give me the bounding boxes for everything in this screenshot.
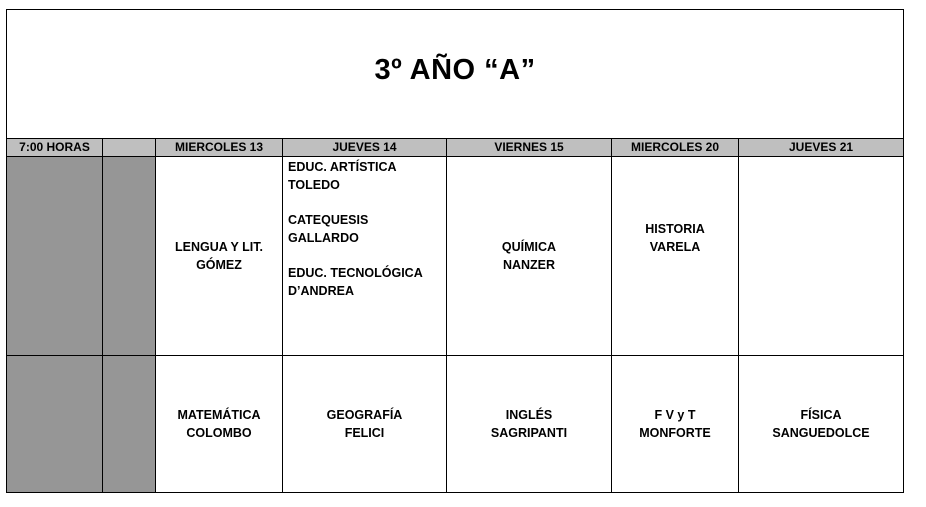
teacher: MONFORTE: [639, 426, 711, 440]
slot-miercoles13-row1: [156, 157, 283, 356]
schedule-row-1: [7, 157, 904, 356]
subject: FÍSICA: [800, 408, 842, 422]
day-header-miercoles13: MIERCOLES 13: [156, 139, 283, 157]
schedule-table: [6, 9, 904, 493]
slot-viernes15-row1: [447, 157, 612, 356]
subject: EDUC. TECNOLÓGICA: [288, 266, 423, 280]
subject: CATEQUESIS: [288, 213, 369, 227]
teacher: TOLEDO: [288, 178, 340, 192]
subject: MATEMÁTICA: [177, 408, 261, 422]
slot-jueves14-row1: [283, 157, 447, 356]
subject: INGLÉS: [505, 408, 553, 422]
subject: LENGUA Y LIT.: [175, 240, 263, 254]
slot-jueves14-row2: [283, 356, 447, 493]
day-header-viernes15: VIERNES 15: [447, 139, 612, 157]
schedule-row-2: [7, 356, 904, 493]
subject: HISTORIA: [645, 222, 705, 236]
side-cell: [103, 356, 156, 493]
slot-jueves21-row1: [739, 157, 904, 356]
day-header-jueves21: JUEVES 21: [739, 139, 904, 157]
header-row: [7, 139, 904, 157]
teacher: NANZER: [502, 258, 556, 272]
blank-header: [103, 139, 156, 157]
teacher: GÓMEZ: [196, 258, 242, 272]
subject: EDUC. ARTÍSTICA: [288, 160, 397, 174]
teacher: GALLARDO: [288, 231, 359, 245]
subject: GEOGRAFÍA: [326, 408, 403, 422]
schedule-sheet: [6, 9, 903, 493]
time-cell: [7, 356, 103, 493]
slot-viernes15-row2: [447, 356, 612, 493]
page-title: 3º AÑO “A”: [374, 53, 536, 86]
slot-miercoles13-row2: [156, 356, 283, 493]
title-cell: [7, 10, 904, 139]
day-header-miercoles20: MIERCOLES 20: [612, 139, 739, 157]
slot-jueves21-row2: [739, 356, 904, 493]
teacher: COLOMBO: [186, 426, 252, 440]
teacher: SAGRIPANTI: [490, 426, 568, 440]
teacher: D’ANDREA: [288, 284, 354, 298]
subject: QUÍMICA: [501, 240, 557, 254]
side-cell: [103, 157, 156, 356]
slot-miercoles20-row2: [612, 356, 739, 493]
slot-miercoles20-row1: [612, 157, 739, 356]
teacher: VARELA: [649, 240, 701, 254]
subject: F V y T: [654, 408, 696, 422]
day-header-jueves14: JUEVES 14: [283, 139, 447, 157]
time-cell: [7, 157, 103, 356]
time-header: 7:00 HORAS: [7, 139, 103, 157]
teacher: SANGUEDOLCE: [772, 426, 870, 440]
teacher: FELICI: [344, 426, 385, 440]
